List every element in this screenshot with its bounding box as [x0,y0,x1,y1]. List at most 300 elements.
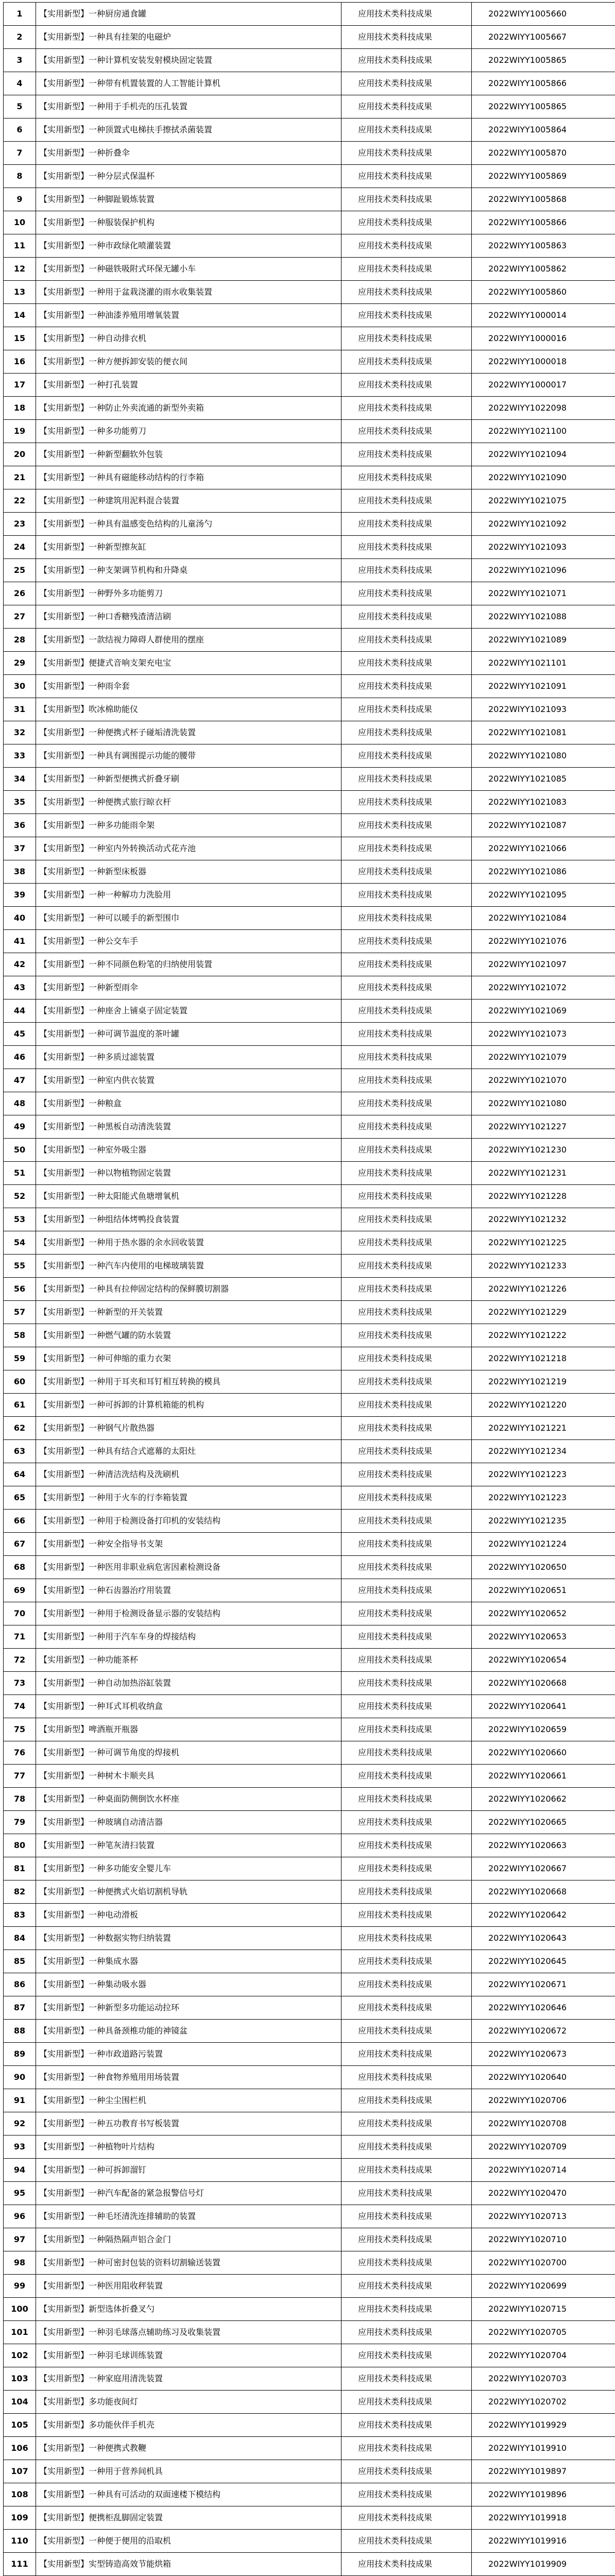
table-row [4,907,615,930]
patent-name: 【实用新型】一种不同颜色粉笔的归纳使用装置 [36,953,341,976]
row-index: 107 [4,2460,36,2483]
row-index: 59 [4,1347,36,1370]
patent-name: 【实用新型】一种新型床板器 [36,860,341,884]
registration-number: 2022WIYY1005865 [472,49,615,72]
patent-name: 【实用新型】一种便携式旅行晾衣杆 [36,791,341,814]
table-row [4,2066,615,2089]
achievement-type: 应用技术类科技成果 [341,2530,472,2553]
patent-name: 【实用新型】一种可以暖手的新型围巾 [36,907,341,930]
achievement-type: 应用技术类科技成果 [341,2205,472,2228]
table-row [4,1741,615,1765]
achievement-type: 应用技术类科技成果 [341,1788,472,1811]
achievement-type: 应用技术类科技成果 [341,698,472,721]
patent-name: 【实用新型】一种可拆卸的计算机箱能的机构 [36,1394,341,1417]
patent-name: 【实用新型】一种新型翻软外包装 [36,443,341,466]
table-row [4,1811,615,1834]
row-index: 55 [4,1255,36,1278]
row-index: 21 [4,466,36,489]
row-index: 56 [4,1278,36,1301]
table-row [4,884,615,907]
patent-name: 【实用新型】一种功能茶杯 [36,1649,341,1672]
row-index: 71 [4,1625,36,1649]
row-index: 24 [4,536,36,559]
registration-number: 2022WIYY1019916 [472,2530,615,2553]
registration-number: 2022WIYY1021219 [472,1370,615,1394]
table-row [4,930,615,953]
patent-name: 【实用新型】一种分层式保温杯 [36,165,341,188]
registration-number: 2022WIYY1021220 [472,1394,615,1417]
patent-name: 【实用新型】一种折叠伞 [36,142,341,165]
achievement-type: 应用技术类科技成果 [341,1927,472,1950]
registration-number: 2022WIYY1020714 [472,2159,615,2182]
table-row [4,374,615,397]
registration-number: 2022WIYY1021232 [472,1208,615,1231]
patent-name: 【实用新型】一种服装保护机构 [36,211,341,234]
registration-number: 2022WIYY1020662 [472,1788,615,1811]
row-index: 79 [4,1811,36,1834]
row-index: 92 [4,2112,36,2136]
patent-name: 【实用新型】一种桌面防侧倒饮水杯座 [36,1788,341,1811]
achievement-type: 应用技术类科技成果 [341,142,472,165]
registration-number: 2022WIYY1019929 [472,2414,615,2437]
patent-name: 【实用新型】一种耳式耳机收纳盒 [36,1695,341,1718]
patent-name: 【实用新型】一种支架调节机构和升降桌 [36,559,341,582]
table-row [4,2530,615,2553]
patent-name: 【实用新型】一种具有可活动的双面速楼下模结构 [36,2483,341,2506]
registration-number: 2022WIYY1005870 [472,142,615,165]
row-index: 96 [4,2205,36,2228]
row-index: 61 [4,1394,36,1417]
table-row [4,350,615,374]
table-row [4,1162,615,1185]
row-index: 81 [4,1857,36,1880]
table-row [4,1695,615,1718]
registration-number: 2022WIYY1021226 [472,1278,615,1301]
registration-number: 2022WIYY1021086 [472,860,615,884]
table-row [4,1649,615,1672]
row-index: 45 [4,1023,36,1046]
row-index: 72 [4,1649,36,1672]
registration-number: 2022WIYY1021092 [472,513,615,536]
table-row [4,118,615,142]
achievement-type: 应用技术类科技成果 [341,1417,472,1440]
patent-table-body [4,3,615,2576]
patent-name: 【实用新型】一种野外多功能剪刀 [36,582,341,605]
registration-number: 2022WIYY1021218 [472,1347,615,1370]
registration-number: 2022WIYY1021235 [472,1510,615,1533]
row-index: 40 [4,907,36,930]
patent-name: 【实用新型】一种可拆卸溜钉 [36,2159,341,2182]
patent-name: 【实用新型】一种座舍上铺桌子固定装置 [36,999,341,1023]
table-row [4,211,615,234]
registration-number: 2022WIYY1021093 [472,698,615,721]
table-row [4,1185,615,1208]
row-index: 63 [4,1440,36,1463]
patent-name: 【实用新型】一种石齿器治疗用装置 [36,1579,341,1602]
patent-name: 【实用新型】一种具有结合式遮幕的太阳灶 [36,1440,341,1463]
patent-name: 【实用新型】一种用于手机壳的压孔装置 [36,95,341,118]
row-index: 54 [4,1231,36,1255]
achievement-type: 应用技术类科技成果 [341,1301,472,1324]
table-row [4,327,615,350]
registration-number: 2022WIYY1005660 [472,3,615,26]
registration-number: 2022WIYY1021225 [472,1231,615,1255]
patent-name: 【实用新型】一种厨房通食罐 [36,3,341,26]
achievement-type: 应用技术类科技成果 [341,1950,472,1973]
registration-number: 2022WIYY1020709 [472,2136,615,2159]
table-row [4,443,615,466]
patent-name: 【实用新型】一种安全指导书支架 [36,1533,341,1556]
patent-name: 【实用新型】一种自动排衣机 [36,327,341,350]
table-row [4,2251,615,2275]
table-row [4,1370,615,1394]
row-index: 60 [4,1370,36,1394]
patent-name: 【实用新型】一种新型多功能运动拉环 [36,1996,341,2020]
table-row [4,721,615,744]
patent-name: 【实用新型】一种太阳能式鱼塘增氧机 [36,1185,341,1208]
table-row [4,1927,615,1950]
row-index: 83 [4,1904,36,1927]
row-index: 32 [4,721,36,744]
row-index: 101 [4,2321,36,2344]
registration-number: 2022WIYY1021066 [472,837,615,860]
registration-number: 2022WIYY1019897 [472,2460,615,2483]
registration-number: 2022WIYY1005869 [472,165,615,188]
achievement-type: 应用技术类科技成果 [341,582,472,605]
achievement-type: 应用技术类科技成果 [341,49,472,72]
achievement-type: 应用技术类科技成果 [341,281,472,304]
achievement-type: 应用技术类科技成果 [341,1765,472,1788]
achievement-type: 应用技术类科技成果 [341,976,472,999]
table-row [4,744,615,768]
row-index: 14 [4,304,36,327]
achievement-type: 应用技术类科技成果 [341,2391,472,2414]
table-row [4,1996,615,2020]
row-index: 19 [4,420,36,443]
table-row [4,2159,615,2182]
table-row [4,2182,615,2205]
achievement-type: 应用技术类科技成果 [341,72,472,95]
achievement-type: 应用技术类科技成果 [341,211,472,234]
registration-number: 2022WIYY1020663 [472,1834,615,1857]
table-row [4,1440,615,1463]
row-index: 100 [4,2298,36,2321]
achievement-type: 应用技术类科技成果 [341,2298,472,2321]
achievement-type: 应用技术类科技成果 [341,1811,472,1834]
table-row [4,1602,615,1625]
row-index: 67 [4,1533,36,1556]
achievement-type: 应用技术类科技成果 [341,559,472,582]
patent-name: 【实用新型】一种玻璃自动清洁器 [36,1811,341,1834]
patent-name: 【实用新型】一种清洁洗结构及洗刷机 [36,1463,341,1486]
row-index: 109 [4,2506,36,2530]
patent-name: 【实用新型】啤酒瓶开瓶器 [36,1718,341,1741]
achievement-type: 应用技术类科技成果 [341,3,472,26]
registration-number: 2022WIYY1005866 [472,211,615,234]
registration-number: 2022WIYY1022098 [472,397,615,420]
row-index: 36 [4,814,36,837]
registration-number: 2022WIYY1021233 [472,1255,615,1278]
registration-number: 2022WIYY1020641 [472,1695,615,1718]
row-index: 1 [4,3,36,26]
row-index: 51 [4,1162,36,1185]
table-row [4,420,615,443]
achievement-type: 应用技术类科技成果 [341,1069,472,1092]
table-row [4,72,615,95]
achievement-type: 应用技术类科技成果 [341,2483,472,2506]
table-row [4,1255,615,1278]
registration-number: 2022WIYY1021097 [472,953,615,976]
table-row [4,953,615,976]
patent-name: 【实用新型】一种顶置式电梯扶手擦拭杀菌装置 [36,118,341,142]
registration-number: 2022WIYY1021080 [472,1092,615,1115]
patent-name: 【实用新型】一种新型擦灰缸 [36,536,341,559]
registration-number: 2022WIYY1000014 [472,304,615,327]
registration-number: 2022WIYY1021222 [472,1324,615,1347]
achievement-type: 应用技术类科技成果 [341,2251,472,2275]
achievement-type: 应用技术类科技成果 [341,1092,472,1115]
registration-number: 2022WIYY1021101 [472,652,615,675]
patent-name: 【实用新型】一种市政道路污装置 [36,2043,341,2066]
registration-number: 2022WIYY1021227 [472,1115,615,1139]
table-row [4,466,615,489]
patent-name: 【实用新型】一种计算机安装发射模块固定装置 [36,49,341,72]
patent-name: 【实用新型】一种燃气罐的防水装置 [36,1324,341,1347]
achievement-type: 应用技术类科技成果 [341,1602,472,1625]
achievement-type: 应用技术类科技成果 [341,1834,472,1857]
row-index: 6 [4,118,36,142]
table-row [4,698,615,721]
registration-number: 2022WIYY1000016 [472,327,615,350]
row-index: 89 [4,2043,36,2066]
row-index: 41 [4,930,36,953]
registration-number: 2022WIYY1021100 [472,420,615,443]
row-index: 9 [4,188,36,211]
row-index: 53 [4,1208,36,1231]
patent-name: 【实用新型】一款结视力障碍人群使用的摆座 [36,629,341,652]
row-index: 88 [4,2020,36,2043]
patent-name: 【实用新型】一种用于检测设备打印机的安装结构 [36,1510,341,1533]
table-row [4,629,615,652]
patent-name: 【实用新型】一种新型便携式折叠牙刷 [36,768,341,791]
achievement-type: 应用技术类科技成果 [341,374,472,397]
registration-number: 2022WIYY1021094 [472,443,615,466]
row-index: 46 [4,1046,36,1069]
row-index: 2 [4,26,36,49]
patent-name: 【实用新型】一种多功能安全婴儿车 [36,1857,341,1880]
achievement-type: 应用技术类科技成果 [341,1185,472,1208]
table-row [4,258,615,281]
row-index: 16 [4,350,36,374]
row-index: 74 [4,1695,36,1718]
registration-number: 2022WIYY1005863 [472,234,615,258]
table-row [4,234,615,258]
row-index: 57 [4,1301,36,1324]
row-index: 66 [4,1510,36,1533]
registration-number: 2022WIYY1020646 [472,1996,615,2020]
table-row [4,1046,615,1069]
table-row [4,1510,615,1533]
row-index: 86 [4,1973,36,1996]
row-index: 38 [4,860,36,884]
patent-name: 【实用新型】一种医用阻收秤装置 [36,2275,341,2298]
achievement-type: 应用技术类科技成果 [341,1463,472,1486]
registration-number: 2022WIYY1020668 [472,1672,615,1695]
table-row [4,1973,615,1996]
table-row [4,1394,615,1417]
achievement-type: 应用技术类科技成果 [341,2066,472,2089]
achievement-type: 应用技术类科技成果 [341,1649,472,1672]
patent-name: 【实用新型】一种集成水器 [36,1950,341,1973]
registration-number: 2022WIYY1020665 [472,1811,615,1834]
patent-name: 【实用新型】一种可调节温度的茶叶罐 [36,1023,341,1046]
registration-number: 2022WIYY1005866 [472,72,615,95]
row-index: 44 [4,999,36,1023]
table-row [4,2414,615,2437]
achievement-type: 应用技术类科技成果 [341,1695,472,1718]
row-index: 75 [4,1718,36,1741]
row-index: 31 [4,698,36,721]
patent-name: 【实用新型】一种便携式火焰切割机导轨 [36,1880,341,1904]
row-index: 5 [4,95,36,118]
table-row [4,1069,615,1092]
registration-number: 2022WIYY1005865 [472,95,615,118]
row-index: 69 [4,1579,36,1602]
row-index: 111 [4,2553,36,2576]
registration-number: 2022WIYY1021096 [472,559,615,582]
achievement-type: 应用技术类科技成果 [341,605,472,629]
achievement-type: 应用技术类科技成果 [341,2112,472,2136]
row-index: 78 [4,1788,36,1811]
patent-name: 【实用新型】一种多质过滤装置 [36,1046,341,1069]
registration-number: 2022WIYY1021079 [472,1046,615,1069]
row-index: 4 [4,72,36,95]
achievement-type: 应用技术类科技成果 [341,1672,472,1695]
achievement-type: 应用技术类科技成果 [341,1556,472,1579]
row-index: 12 [4,258,36,281]
registration-number: 2022WIYY1021229 [472,1301,615,1324]
table-row [4,49,615,72]
patent-name: 【实用新型】便捷式音响支架充电宝 [36,652,341,675]
table-row [4,1533,615,1556]
achievement-type: 应用技术类科技成果 [341,2506,472,2530]
table-row [4,559,615,582]
patent-name: 【实用新型】一种数据实物归纳装置 [36,1927,341,1950]
registration-number: 2022WIYY1020703 [472,2367,615,2391]
registration-number: 2022WIYY1021076 [472,930,615,953]
achievement-type: 应用技术类科技成果 [341,2367,472,2391]
row-index: 42 [4,953,36,976]
patent-name: 【实用新型】一种具有调围提示功能的腰带 [36,744,341,768]
row-index: 48 [4,1092,36,1115]
table-row [4,1904,615,1927]
achievement-type: 应用技术类科技成果 [341,95,472,118]
patent-name: 【实用新型】一种油漆养殖用增氧装置 [36,304,341,327]
row-index: 8 [4,165,36,188]
table-row [4,1788,615,1811]
patent-name: 【实用新型】一种植物叶片结构 [36,2136,341,2159]
table-row [4,1556,615,1579]
registration-number: 2022WIYY1021095 [472,884,615,907]
registration-number: 2022WIYY1020671 [472,1973,615,1996]
achievement-type: 应用技术类科技成果 [341,1510,472,1533]
patent-name: 【实用新型】一种口香糖残渣清洁刷 [36,605,341,629]
patent-name: 【实用新型】新型选体折叠叉勺 [36,2298,341,2321]
row-index: 50 [4,1139,36,1162]
achievement-type: 应用技术类科技成果 [341,837,472,860]
patent-name: 【实用新型】一种新型的开关装置 [36,1301,341,1324]
achievement-type: 应用技术类科技成果 [341,443,472,466]
row-index: 29 [4,652,36,675]
table-row [4,2437,615,2460]
row-index: 77 [4,1765,36,1788]
row-index: 68 [4,1556,36,1579]
registration-number: 2022WIYY1020708 [472,2112,615,2136]
row-index: 82 [4,1880,36,1904]
row-index: 25 [4,559,36,582]
registration-number: 2022WIYY1020651 [472,1579,615,1602]
table-row [4,652,615,675]
table-row [4,1579,615,1602]
table-row [4,2460,615,2483]
table-row [4,2043,615,2066]
patent-name: 【实用新型】一种便携式杯子碰垢清洗装置 [36,721,341,744]
row-index: 90 [4,2066,36,2089]
table-row [4,536,615,559]
row-index: 62 [4,1417,36,1440]
patent-name: 【实用新型】一种用于耳夹和耳钉相互转换的模具 [36,1370,341,1394]
row-index: 85 [4,1950,36,1973]
row-index: 43 [4,976,36,999]
achievement-type: 应用技术类科技成果 [341,1208,472,1231]
achievement-type: 应用技术类科技成果 [341,350,472,374]
patent-name: 【实用新型】一种室内外转换活动式花卉池 [36,837,341,860]
patent-name: 【实用新型】一种新型雨伞 [36,976,341,999]
patent-name: 【实用新型】一种多功能雨伞架 [36,814,341,837]
patent-name: 【实用新型】一种具有磁能移动结构的行李箱 [36,466,341,489]
registration-number: 2022WIYY1020645 [472,1950,615,1973]
patent-name: 【实用新型】一种电动滑板 [36,1904,341,1927]
registration-number: 2022WIYY1020659 [472,1718,615,1741]
achievement-type: 应用技术类科技成果 [341,1857,472,1880]
achievement-type: 应用技术类科技成果 [341,1625,472,1649]
registration-number: 2022WIYY1021231 [472,1162,615,1185]
patent-name: 【实用新型】一种可伸缩的重力衣架 [36,1347,341,1370]
achievement-type: 应用技术类科技成果 [341,953,472,976]
table-row [4,3,615,26]
registration-number: 2022WIYY1020660 [472,1741,615,1765]
row-index: 17 [4,374,36,397]
table-row [4,1950,615,1973]
achievement-type: 应用技术类科技成果 [341,2043,472,2066]
patent-name: 【实用新型】一种磁铁吸附式环保无罐小车 [36,258,341,281]
row-index: 11 [4,234,36,258]
table-row [4,582,615,605]
row-index: 20 [4,443,36,466]
row-index: 13 [4,281,36,304]
patent-name: 【实用新型】一种方便拆卸安装的便衣间 [36,350,341,374]
achievement-type: 应用技术类科技成果 [341,489,472,513]
row-index: 64 [4,1463,36,1486]
row-index: 108 [4,2483,36,2506]
row-index: 97 [4,2228,36,2251]
table-row [4,513,615,536]
registration-number: 2022WIYY1000018 [472,350,615,374]
table-row [4,837,615,860]
achievement-type: 应用技术类科技成果 [341,1880,472,1904]
patent-name: 【实用新型】一种一种解功力洗脸用 [36,884,341,907]
achievement-type: 应用技术类科技成果 [341,2414,472,2437]
